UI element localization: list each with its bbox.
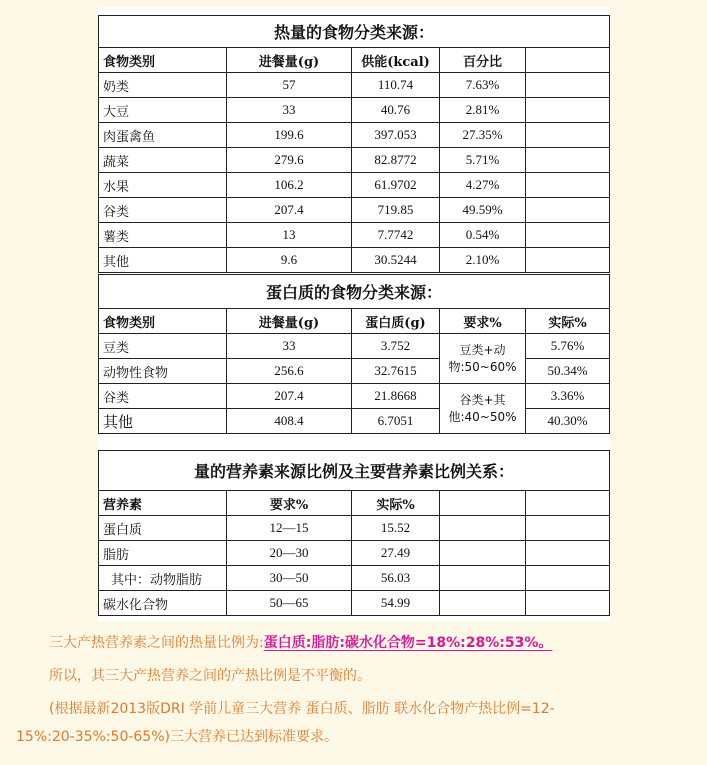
protein-table-title: 蛋白质的食物分类来源： bbox=[99, 275, 610, 309]
nutrient-table-header bbox=[99, 491, 610, 516]
calorie-source-table bbox=[98, 15, 610, 273]
cell bbox=[526, 223, 610, 248]
protein-table-header bbox=[99, 309, 610, 334]
header-cell bbox=[526, 48, 610, 73]
cell: 50—65 bbox=[227, 591, 352, 616]
table-row bbox=[99, 98, 610, 123]
header-cell: 要求% bbox=[440, 309, 526, 334]
cell: 27.49 bbox=[352, 541, 440, 566]
ratio-highlight: 蛋白质:脂肪:碳水化合物=18%:28%:53%。 bbox=[263, 635, 553, 651]
cell: 蔬菜 bbox=[99, 148, 227, 173]
table-row bbox=[99, 566, 610, 591]
cell: 13 bbox=[227, 223, 352, 248]
cell: 7.7742 bbox=[352, 223, 440, 248]
cell: 33 bbox=[227, 98, 352, 123]
cell: 2.81% bbox=[440, 98, 526, 123]
cell: 30.5244 bbox=[352, 248, 440, 273]
cell: 3.36% bbox=[526, 384, 610, 409]
cell: 12—15 bbox=[227, 516, 352, 541]
table-row bbox=[99, 198, 610, 223]
cell: 256.6 bbox=[227, 359, 352, 384]
cell: 动物性食物 bbox=[99, 359, 227, 384]
cell: 32.7615 bbox=[352, 359, 440, 384]
cell bbox=[440, 516, 526, 541]
requirement-cell: 豆类+动物:50~60% bbox=[440, 334, 526, 384]
cell: 3.752 bbox=[352, 334, 440, 359]
cell: 719.85 bbox=[352, 198, 440, 223]
ratio-prefix: 三大产热营养素之间的热量比例为: bbox=[49, 635, 264, 651]
cell bbox=[526, 566, 610, 591]
cell: 其他 bbox=[99, 409, 227, 434]
cell: 27.35% bbox=[440, 123, 526, 148]
header-cell: 要求% bbox=[227, 491, 352, 516]
table-row bbox=[99, 73, 610, 98]
table-row bbox=[99, 123, 610, 148]
cell bbox=[526, 73, 610, 98]
calorie-table-title: 热量的食物分类来源： bbox=[99, 16, 610, 48]
cell: 0.54% bbox=[440, 223, 526, 248]
calorie-table-header bbox=[99, 48, 610, 73]
header-cell: 食物类别 bbox=[99, 309, 227, 334]
cell bbox=[440, 591, 526, 616]
header-cell: 蛋白质(g) bbox=[352, 309, 440, 334]
cell: 33 bbox=[227, 334, 352, 359]
cell: 6.7051 bbox=[352, 409, 440, 434]
cell: 肉蛋禽鱼 bbox=[99, 123, 227, 148]
cell: 2.10% bbox=[440, 248, 526, 273]
table-row bbox=[99, 384, 610, 409]
cell: 其他 bbox=[99, 248, 227, 273]
cell: 199.6 bbox=[227, 123, 352, 148]
cell: 40.76 bbox=[352, 98, 440, 123]
header-cell: 实际% bbox=[526, 309, 610, 334]
cell bbox=[526, 248, 610, 273]
header-cell: 供能(kcal) bbox=[352, 48, 440, 73]
table-row bbox=[99, 148, 610, 173]
cell: 40.30% bbox=[526, 409, 610, 434]
cell: 207.4 bbox=[227, 384, 352, 409]
cell: 4.27% bbox=[440, 173, 526, 198]
conclusion-sentence: 所以，其三大产热营养之间的产热比例是不平衡的。 bbox=[49, 668, 371, 684]
nutrition-sheet bbox=[98, 7, 610, 621]
cell: 奶类 bbox=[99, 73, 227, 98]
table-row bbox=[99, 248, 610, 273]
cell bbox=[440, 566, 526, 591]
header-cell: 进餐量(g) bbox=[227, 309, 352, 334]
table-row bbox=[99, 591, 610, 616]
cell: 脂肪 bbox=[99, 541, 227, 566]
cell: 207.4 bbox=[227, 198, 352, 223]
table-row bbox=[99, 173, 610, 198]
header-cell bbox=[526, 491, 610, 516]
reference-line-1: (根据最新2013版DRI 学前儿童三大营养 蛋白质、脂肪 联水化合物产热比例=12- bbox=[49, 701, 555, 717]
cell bbox=[526, 148, 610, 173]
cell: 82.8772 bbox=[352, 148, 440, 173]
cell: 50.34% bbox=[526, 359, 610, 384]
cell: 56.03 bbox=[352, 566, 440, 591]
header-cell: 营养素 bbox=[99, 491, 227, 516]
cell: 薯类 bbox=[99, 223, 227, 248]
header-cell: 食物类别 bbox=[99, 48, 227, 73]
header-cell: 实际% bbox=[352, 491, 440, 516]
table-row bbox=[99, 334, 610, 359]
cell: 5.71% bbox=[440, 148, 526, 173]
cell: 20—30 bbox=[227, 541, 352, 566]
cell: 大豆 bbox=[99, 98, 227, 123]
cell: 水果 bbox=[99, 173, 227, 198]
cell: 9.6 bbox=[227, 248, 352, 273]
cell: 49.59% bbox=[440, 198, 526, 223]
table-row bbox=[99, 223, 610, 248]
ratio-sentence bbox=[49, 632, 552, 652]
table-row bbox=[99, 516, 610, 541]
cell: 54.99 bbox=[352, 591, 440, 616]
cell: 397.053 bbox=[352, 123, 440, 148]
cell: 408.4 bbox=[227, 409, 352, 434]
header-cell: 进餐量(g) bbox=[227, 48, 352, 73]
cell: 15.52 bbox=[352, 516, 440, 541]
header-cell: 百分比 bbox=[440, 48, 526, 73]
cell: 蛋白质 bbox=[99, 516, 227, 541]
cell: 谷类 bbox=[99, 198, 227, 223]
cell bbox=[526, 591, 610, 616]
cell: 21.8668 bbox=[352, 384, 440, 409]
table-row bbox=[99, 541, 610, 566]
table-row bbox=[99, 359, 610, 384]
cell bbox=[526, 173, 610, 198]
cell: 30—50 bbox=[227, 566, 352, 591]
cell bbox=[526, 541, 610, 566]
cell: 106.2 bbox=[227, 173, 352, 198]
nutrient-table-title: 量的营养素来源比例及主要营养素比例关系： bbox=[99, 451, 610, 491]
cell: 57 bbox=[227, 73, 352, 98]
cell bbox=[526, 198, 610, 223]
requirement-cell: 谷类+其他:40~50% bbox=[440, 384, 526, 434]
cell: 110.74 bbox=[352, 73, 440, 98]
header-cell bbox=[440, 491, 526, 516]
nutrient-ratio-table bbox=[98, 450, 610, 616]
cell bbox=[526, 516, 610, 541]
protein-source-table bbox=[98, 274, 610, 434]
cell: 谷类 bbox=[99, 384, 227, 409]
cell bbox=[440, 541, 526, 566]
cell: 61.9702 bbox=[352, 173, 440, 198]
cell bbox=[526, 123, 610, 148]
cell: 碳水化合物 bbox=[99, 591, 227, 616]
cell: 其中：动物脂肪 bbox=[99, 566, 227, 591]
cell: 279.6 bbox=[227, 148, 352, 173]
cell: 豆类 bbox=[99, 334, 227, 359]
cell bbox=[526, 98, 610, 123]
reference-line-2: 15%:20-35%:50-65%)三大营养已达到标准要求。 bbox=[16, 729, 338, 745]
table-row bbox=[99, 409, 610, 434]
cell: 5.76% bbox=[526, 334, 610, 359]
cell: 7.63% bbox=[440, 73, 526, 98]
